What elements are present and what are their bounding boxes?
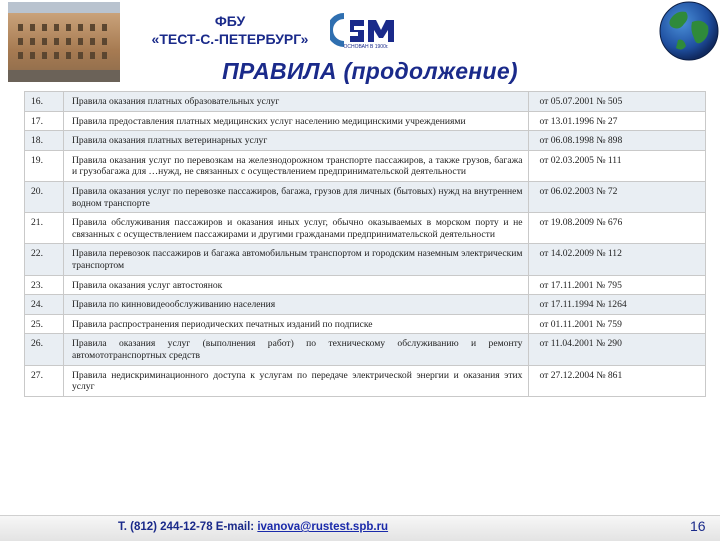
table-row — [25, 131, 706, 151]
organization-name — [130, 12, 330, 48]
rule-date: от 02.03.2005 № 111 — [529, 150, 706, 181]
rule-date: от 06.02.2003 № 72 — [529, 181, 706, 212]
row-number: 20. — [25, 181, 64, 212]
logo-caption: ОСНОВАН В 1900г. — [343, 44, 389, 50]
rule-title: Правила перевозок пассажиров и багажа автомобильным транспортом и городским наземным электрическим транспортом — [63, 244, 529, 275]
rules-table — [24, 91, 706, 397]
row-number: 17. — [25, 111, 64, 131]
table-row — [25, 181, 706, 212]
row-number: 21. — [25, 213, 64, 244]
row-number: 26. — [25, 334, 64, 365]
row-number: 22. — [25, 244, 64, 275]
row-number: 16. — [25, 92, 64, 112]
rule-title: Правила предоставления платных медицинских услуг населению медицинскими учреждениями — [63, 111, 529, 131]
email-link[interactable]: ivanova@rustest.spb.ru — [257, 521, 389, 533]
globe-icon — [658, 0, 720, 62]
row-number: 25. — [25, 314, 64, 334]
rule-title: Правила обслуживания пассажиров и оказания иных услуг, обычно оказываемых в морском порту и не связанных с осуществлением пассажирами и другими гражданами предпринимательской деятельности — [63, 213, 529, 244]
table-row — [25, 92, 706, 112]
table-row — [25, 150, 706, 181]
table-row — [25, 111, 706, 131]
row-number: 27. — [25, 365, 64, 396]
table-row — [25, 334, 706, 365]
rule-title: Правила по кинновидеообслуживанию населения — [63, 295, 529, 315]
row-number: 18. — [25, 131, 64, 151]
rule-date: от 17.11.2001 № 795 — [529, 275, 706, 295]
rule-title: Правила оказания услуг автостоянок — [63, 275, 529, 295]
page-number: 16 — [690, 518, 706, 534]
rule-title: Правила оказания услуг по перевозкам на железнодорожном транспорте пассажиров, а также грузов, багажа и грузобагажа для …нужд, не связанных с осуществлением предпринимательской деятельности — [63, 150, 529, 181]
rule-title: Правила оказания услуг (выполнения работ) по техническому обслуживанию и ремонту автомототранспортных средств — [63, 334, 529, 365]
rule-title: Правила распространения периодических печатных изданий по подписке — [63, 314, 529, 334]
row-number: 19. — [25, 150, 64, 181]
rule-date: от 27.12.2004 № 861 — [529, 365, 706, 396]
email-label: E-mail: — [215, 521, 255, 533]
row-number: 24. — [25, 295, 64, 315]
phone-number: Т. (812) 244-12-78 — [118, 521, 213, 533]
row-number: 23. — [25, 275, 64, 295]
org-line-2: «ТЕСТ-С.-ПЕТЕРБУРГ» — [151, 31, 309, 47]
rule-date: от 01.11.2001 № 759 — [529, 314, 706, 334]
table-row — [25, 314, 706, 334]
page-title: ПРАВИЛА (продолжение) — [222, 58, 518, 84]
table-row — [25, 365, 706, 396]
rule-date: от 19.08.2009 № 676 — [529, 213, 706, 244]
rule-date: от 05.07.2001 № 505 — [529, 92, 706, 112]
slide-header — [0, 0, 720, 92]
table-row — [25, 244, 706, 275]
building-photo — [8, 2, 120, 82]
table-row — [25, 275, 706, 295]
rule-date: от 06.08.1998 № 898 — [529, 131, 706, 151]
rule-title: Правила оказания платных образовательных услуг — [63, 92, 529, 112]
rule-title: Правила оказания услуг по перевозке пассажиров, багажа, грузов для личных (бытовых) нужд на внутреннем водном транспорте — [63, 181, 529, 212]
table-row — [25, 295, 706, 315]
footer-contacts — [118, 521, 388, 533]
table-row — [25, 213, 706, 244]
rule-date: от 11.04.2001 № 290 — [529, 334, 706, 365]
rule-title: Правила оказания платных ветеринарных услуг — [63, 131, 529, 151]
rule-title: Правила недискриминационного доступа к услугам по передаче электрической энергии и оказания этих услуг — [63, 365, 529, 396]
rule-date: от 13.01.1996 № 27 — [529, 111, 706, 131]
rules-table-body — [25, 92, 706, 397]
rule-date: от 17.11.1994 № 1264 — [529, 295, 706, 315]
org-line-1: ФБУ — [214, 13, 246, 29]
rule-date: от 14.02.2009 № 112 — [529, 244, 706, 275]
